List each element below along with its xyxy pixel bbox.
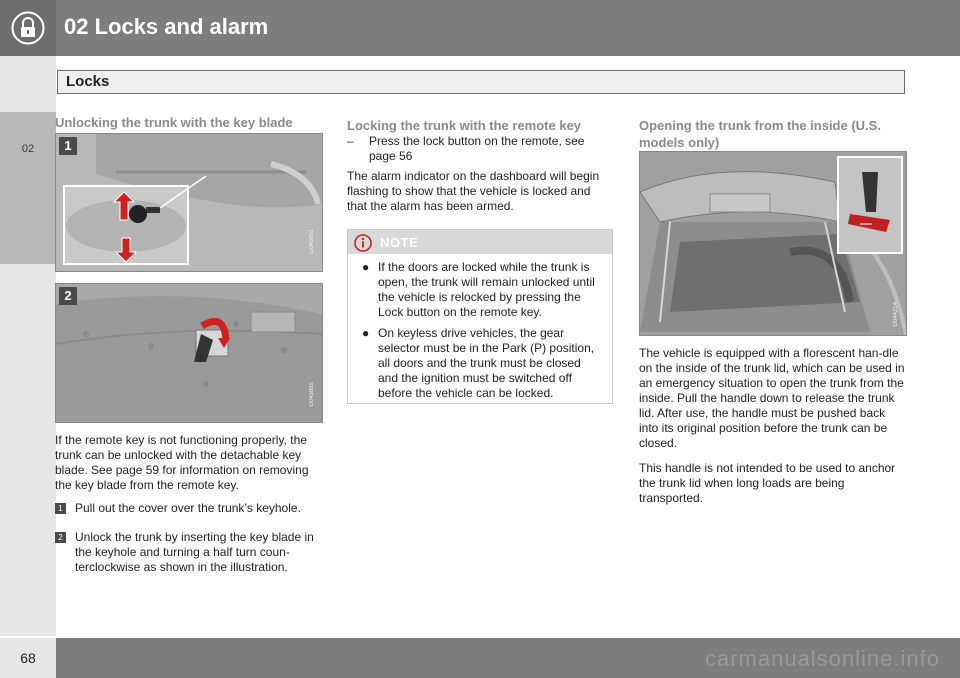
page-footer — [0, 638, 960, 678]
note-item-2-text: On keyless drive vehicles, the gear selector must be in the Park (P) position, all doors and the trunk must be closed and the ignition must be switched off before the vehicle can be locked. — [378, 326, 595, 400]
dash-item-text: Press the lock button on the remote, see page 56 — [369, 134, 585, 163]
note-item-1 — [348, 260, 612, 320]
trunk-illustration-2 — [56, 284, 322, 422]
figure-2-code: G045892 — [309, 382, 315, 407]
handle-warning-paragraph: This handle is not intended to be used to anchor the trunk lid when long loads are being transported. — [639, 461, 896, 505]
figure-1-code: G045891 — [309, 229, 315, 254]
chapter-title: 02 Locks and alarm — [64, 14, 269, 39]
trunk-illustration-3 — [640, 152, 906, 335]
chapter-icon-box — [0, 0, 56, 56]
page-number-box — [0, 638, 56, 678]
heading-open-inside: Opening the trunk from the inside (U.S. models only) — [639, 118, 881, 150]
info-icon — [354, 234, 372, 252]
page-number: 68 — [20, 650, 36, 666]
note-title: NOTE — [380, 235, 419, 250]
figure-2 — [55, 283, 323, 423]
step-2-text: Unlock the trunk by inserting the key blade in the keyhole and turning a half turn coun-terclockwise as shown in the illustration. — [75, 530, 314, 574]
step-1-badge: 1 — [55, 503, 66, 514]
figure-1 — [55, 133, 323, 272]
step-2-badge: 2 — [55, 532, 66, 543]
dash-marker: – — [347, 134, 354, 148]
step-1-text: Pull out the cover over the trunk’s keyhole. — [75, 501, 301, 515]
heading-lock-remote: Locking the trunk with the remote key — [347, 118, 582, 133]
chapter-tab-label: 02 — [21, 143, 35, 155]
chapter-header — [0, 0, 960, 56]
trunk-illustration-1 — [56, 134, 322, 271]
step-2 — [55, 530, 323, 578]
figure-1-number: 1 — [59, 137, 77, 155]
note-bullet: ● — [362, 260, 370, 274]
section-title: Locks — [66, 73, 110, 90]
note-list — [348, 260, 612, 407]
section-title-bar — [57, 70, 905, 94]
note-item-1-text: If the doors are locked while the trunk is open, the trunk will remain unlocked until the vehicle is relocked by pressing the Lock button on the remote key. — [378, 260, 595, 319]
figure-3 — [639, 151, 907, 336]
lock-icon — [11, 11, 45, 45]
column-1 — [55, 114, 323, 131]
figure-3-code: G044214 — [893, 302, 899, 327]
watermark: carmanualsonline.info — [704, 646, 940, 671]
heading-unlock-key-blade: Unlocking the trunk with the key blade — [55, 115, 293, 130]
note-bullet: ● — [362, 326, 370, 340]
step-1 — [55, 501, 323, 521]
figure-2-number: 2 — [59, 287, 77, 305]
intro-paragraph: If the remote key is not functioning properly, the trunk can be unlocked with the detachable key blade. See page 59 for information on removing the key blade from the remote key. — [55, 433, 309, 492]
alarm-paragraph: The alarm indicator on the dashboard will begin flashing to show that the vehicle is locked and that the alarm has been armed. — [347, 169, 600, 213]
note-box — [347, 229, 613, 404]
chapter-tab-active — [0, 112, 56, 264]
note-item-2 — [348, 326, 612, 401]
note-header — [348, 230, 612, 254]
handle-paragraph: The vehicle is equipped with a florescent han-dle on the inside of the trunk lid, which can be used in an emergency situation to open the trunk from the inside. Pull the handle down to release the trunk lid. After use, the handle must be pushed back into its original position before the trunk can be closed. — [639, 346, 905, 450]
